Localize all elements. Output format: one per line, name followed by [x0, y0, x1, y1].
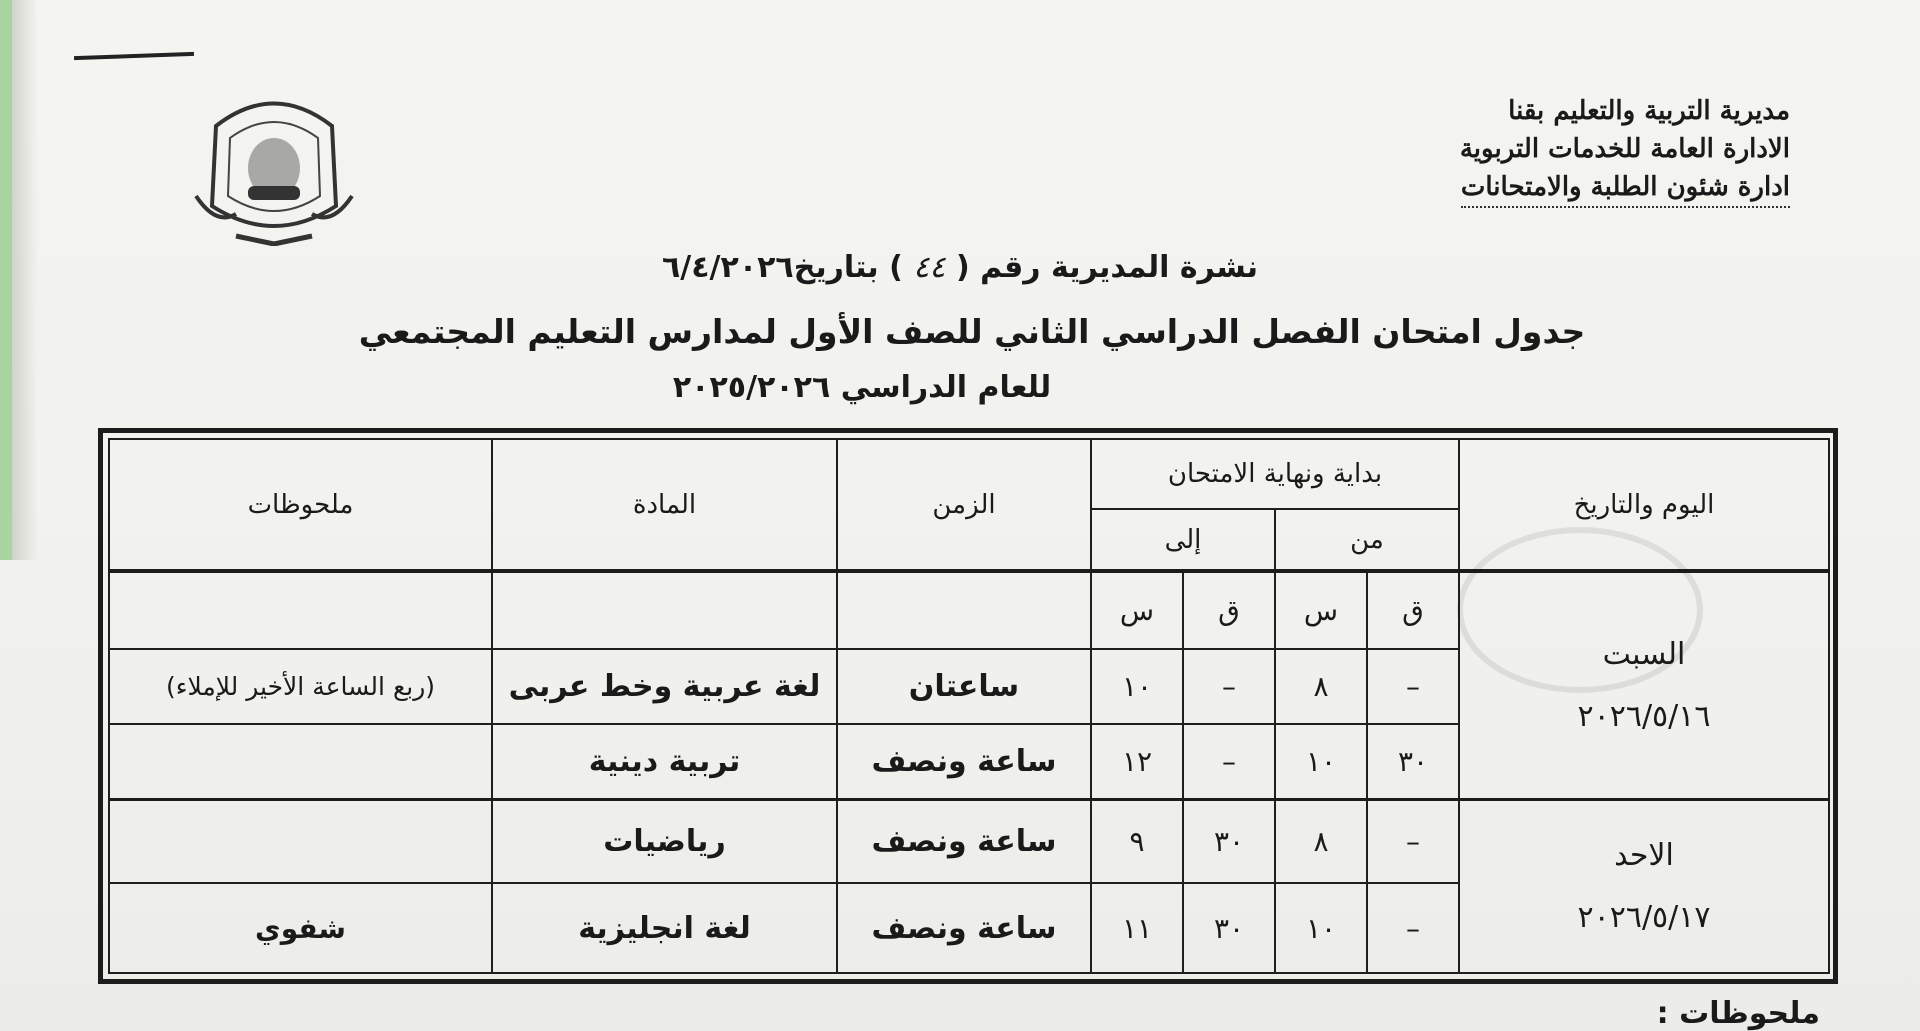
duration-cell: ساعة ونصف: [837, 883, 1091, 973]
note-cell: [109, 800, 492, 884]
to-minute-cell: –: [1183, 724, 1275, 800]
bulletin-prefix: نشرة المديرية رقم (: [955, 250, 1259, 285]
from-hour-cell: ١٠: [1275, 724, 1367, 800]
header-duration: الزمن: [837, 439, 1091, 571]
duration-cell: ساعة ونصف: [837, 724, 1091, 800]
directorate-logo-seal: [186, 86, 362, 246]
subheader-to-hour: س: [1091, 571, 1183, 649]
to-hour-cell: ٩: [1091, 800, 1183, 884]
duration-cell: ساعة ونصف: [837, 800, 1091, 884]
note-cell: شفوي: [109, 883, 492, 973]
header-subject: المادة: [492, 439, 837, 571]
day-date: ٢٠٢٦/٥/١٦: [1577, 698, 1711, 734]
subject-cell: لغة عربية وخط عربى: [492, 649, 837, 725]
duration-cell: ساعتان: [837, 649, 1091, 725]
to-minute-cell: –: [1183, 649, 1275, 725]
subject-cell: تربية دينية: [492, 724, 837, 800]
bulletin-number: ٤٤: [913, 250, 946, 285]
header-day-date: اليوم والتاريخ: [1459, 439, 1829, 571]
header-notes: ملحوظات: [109, 439, 492, 571]
academic-year: للعام الدراسي ٢٠٢٥/٢٠٢٦: [672, 370, 1052, 405]
header-start-end: بداية ونهاية الامتحان: [1091, 439, 1459, 509]
subheader-from-minute: ق: [1367, 571, 1459, 649]
header-from: من: [1275, 509, 1459, 571]
empty-cell: [837, 571, 1091, 649]
day-name: السبت: [1602, 636, 1686, 672]
header-to: إلى: [1091, 509, 1275, 571]
to-minute-cell: ٣٠: [1183, 800, 1275, 884]
subject-cell: لغة انجليزية: [492, 883, 837, 973]
from-minute-cell: –: [1367, 800, 1459, 884]
org-line-exams-admin: ادارة شئون الطلبة والامتحانات: [1461, 168, 1790, 208]
to-minute-cell: ٣٠: [1183, 883, 1275, 973]
schedule-title: جدول امتحان الفصل الدراسي الثاني للصف الأول لمدارس التعليم المجتمعي: [358, 312, 1586, 351]
bulletin-title: [0, 250, 1920, 285]
from-minute-cell: ٣٠: [1367, 724, 1459, 800]
subheader-from-hour: س: [1275, 571, 1367, 649]
from-hour-cell: ٨: [1275, 649, 1367, 725]
note-cell: (ربع الساعة الأخير للإملاء): [109, 649, 492, 725]
day-cell-sunday: [1459, 800, 1829, 973]
note-cell: [109, 724, 492, 800]
day-date: ٢٠٢٦/٥/١٧: [1577, 899, 1711, 935]
org-line-directorate: مديرية التربية والتعليم بقنا: [1508, 96, 1790, 126]
to-hour-cell: ١١: [1091, 883, 1183, 973]
organization-header: [1460, 92, 1790, 208]
subject-cell: رياضيات: [492, 800, 837, 884]
org-line-general-admin: الادارة العامة للخدمات التربوية: [1459, 134, 1790, 164]
exam-schedule-table-frame: [98, 428, 1838, 984]
subheader-to-minute: ق: [1183, 571, 1275, 649]
from-hour-cell: ١٠: [1275, 883, 1367, 973]
notes-heading: ملحوظات :: [1656, 996, 1820, 1031]
exam-schedule-table: [108, 438, 1830, 974]
day-cell-saturday: [1459, 571, 1829, 800]
day-name: الاحد: [1614, 837, 1674, 873]
bulletin-suffix: ) بتاريخ٦/٤/٢٠٢٦: [661, 250, 903, 285]
to-hour-cell: ١٢: [1091, 724, 1183, 800]
to-hour-cell: ١٠: [1091, 649, 1183, 725]
from-minute-cell: –: [1367, 649, 1459, 725]
empty-cell: [492, 571, 837, 649]
from-hour-cell: ٨: [1275, 800, 1367, 884]
from-minute-cell: –: [1367, 883, 1459, 973]
empty-cell: [109, 571, 492, 649]
